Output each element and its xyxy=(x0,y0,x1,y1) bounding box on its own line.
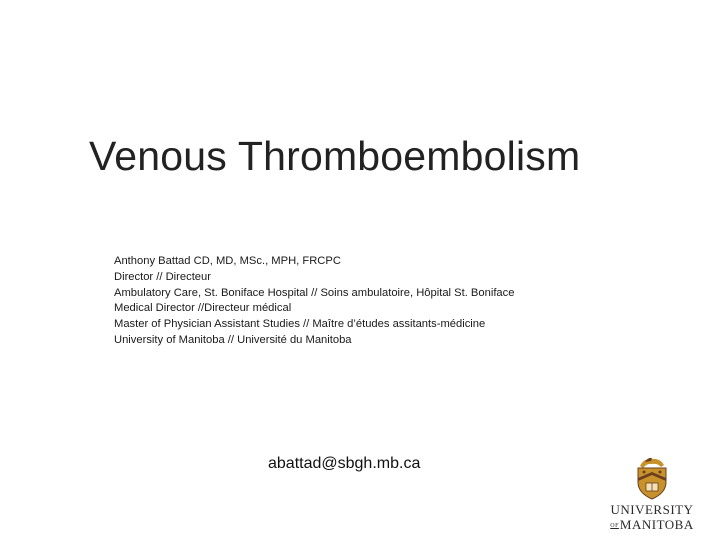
logo-word-university: UNIVERSITY xyxy=(610,502,694,517)
author-role-director: Director // Directeur xyxy=(114,270,211,283)
university-crest-icon xyxy=(630,456,674,500)
university-logo xyxy=(606,456,698,532)
slide-title: Venous Thromboembolism xyxy=(89,133,581,179)
author-university: University of Manitoba // Université du Manitoba xyxy=(114,333,352,346)
author-name-credentials: Anthony Battad CD, MD, MSc., MPH, FRCPC xyxy=(114,255,341,267)
logo-word-manitoba: MANITOBA xyxy=(619,517,694,532)
logo-word-manitoba-line xyxy=(606,517,698,533)
author-role-medical-director: Medical Director //Directeur médical xyxy=(114,302,292,315)
author-program: Master of Physician Assistant Studies // Maître d’études assitants-médicine xyxy=(114,318,486,331)
author-department: Ambulatory Care, St. Boniface Hospital // Soins ambulatoire, Hôpital St. Boniface xyxy=(114,286,515,299)
contact-email: abattad@sbgh.mb.ca xyxy=(268,455,421,472)
logo-word-of: OF xyxy=(610,523,619,530)
author-info xyxy=(114,254,514,349)
